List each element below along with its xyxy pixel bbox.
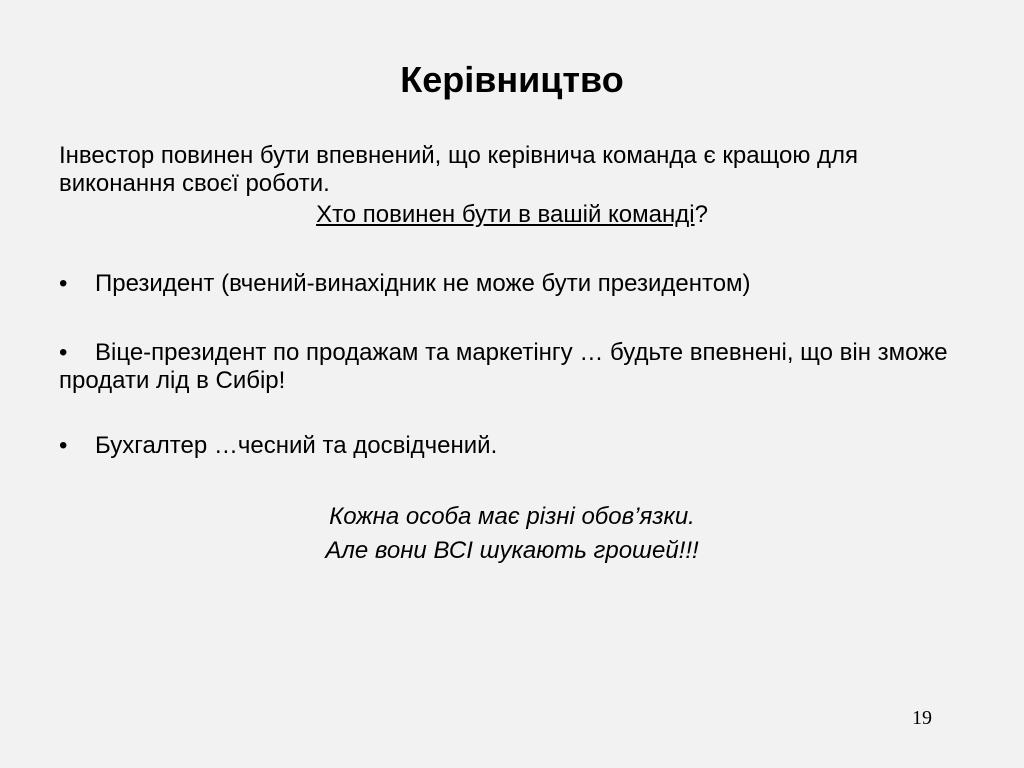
- team-question-mark: ?: [694, 201, 708, 228]
- bullet-item: [59, 270, 999, 298]
- closing-line-1: Кожна особа має різні обов’язки.: [329, 503, 695, 530]
- bullet-text: Віце-президент по продажам та маркетінгу … будьте впевнені, що він зможе продати лід в Сибір!: [59, 339, 948, 394]
- bullet-icon: •: [59, 432, 68, 459]
- bullet-text: Бухгалтер …чесний та досвідчений.: [95, 432, 498, 459]
- bullet-icon: •: [59, 270, 68, 297]
- slide-title: Керівництво: [400, 59, 624, 100]
- bullet-item: [59, 432, 999, 460]
- bullet-item: [59, 339, 999, 395]
- bullet-text: Президент (вчений-винахідник не може бути президентом): [95, 270, 751, 297]
- closing-line-2: Але вони ВСІ шукають грошей!!!: [325, 537, 699, 564]
- bullet-icon: •: [59, 339, 68, 366]
- intro-paragraph: Інвестор повинен бути впевнений, що керівнича команда є кращою для виконання своєї роботи.: [59, 142, 859, 197]
- team-question: [0, 200, 1024, 230]
- team-question-text: Хто повинен бути в вашій команді: [316, 201, 695, 228]
- page-number: 19: [912, 707, 932, 729]
